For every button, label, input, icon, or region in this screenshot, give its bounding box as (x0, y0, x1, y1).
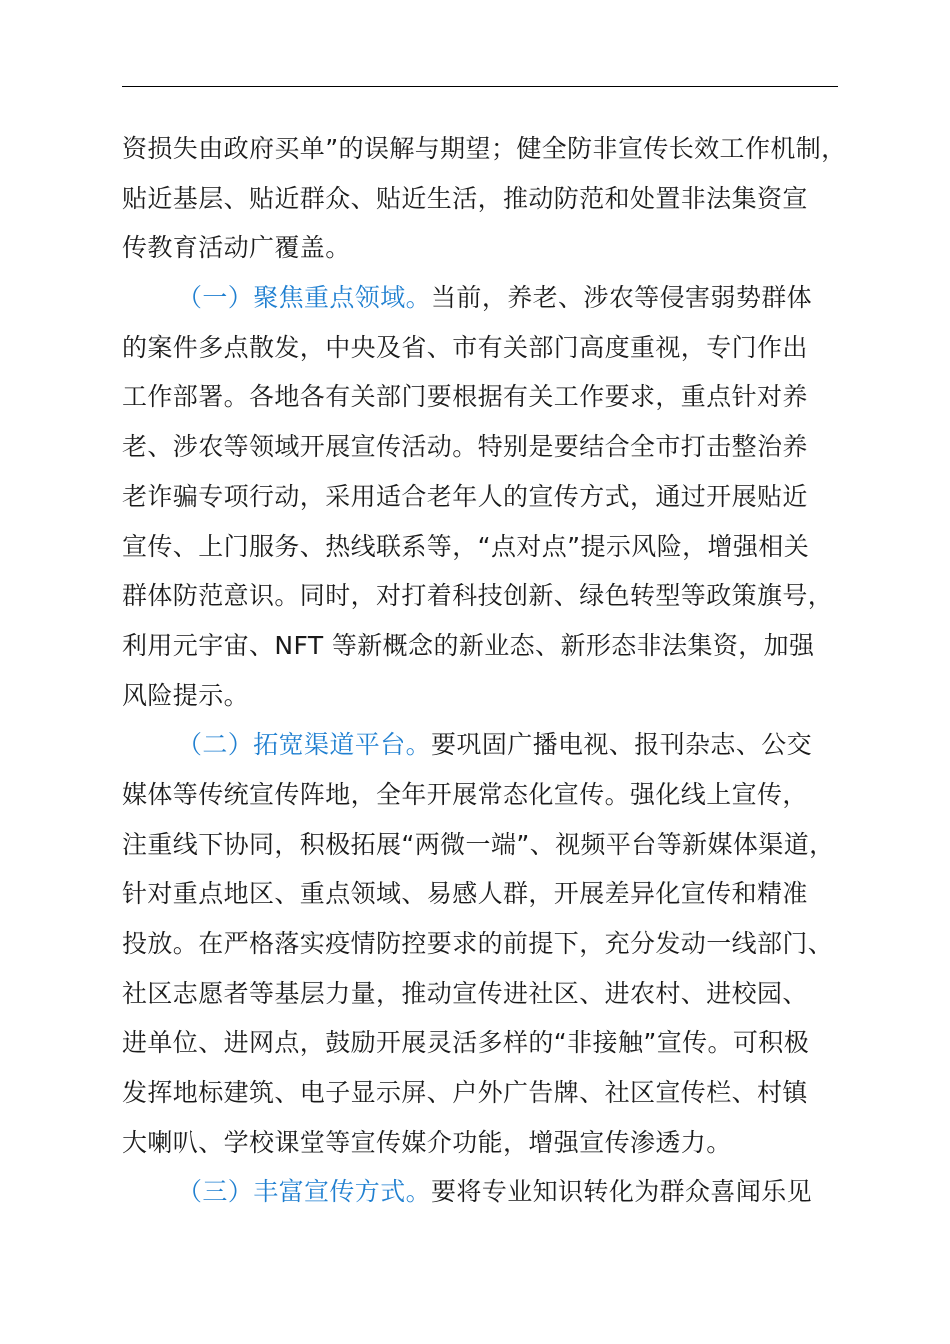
section-3-heading: （三）丰富宣传方式。 (177, 1177, 432, 1207)
body-line: 投放。在严格落实疫情防控要求的前提下，充分发动一线部门、 (122, 929, 834, 958)
section-2-first-line (122, 720, 862, 770)
body-line: 老诈骗专项行动，采用适合老年人的宣传方式，通过开展贴近 (122, 481, 808, 511)
body-line: 利用元宇宙、NFT 等新概念的新业态、新形态非法集资，加强 (122, 630, 815, 660)
body-line: 注重线下协同，积极拓展“两微一端”、视频平台等新媒体渠道， (122, 829, 835, 859)
body-line: 传教育活动广覆盖。 (122, 233, 351, 263)
body-line: 的案件多点散发，中央及省、市有关部门高度重视，专门作出 (122, 332, 808, 362)
section-1-first-line (122, 273, 862, 323)
body-line: 宣传、上门服务、热线联系等，“点对点”提示风险，增强相关 (122, 531, 810, 561)
body-line: 群体防范意识。同时，对打着科技创新、绿色转型等政策旗号， (122, 581, 834, 611)
body-line: 大喇叭、学校课堂等宣传媒介功能，增强宣传渗透力。 (122, 1127, 732, 1157)
body-line: 发挥地标建筑、电子显示屏、户外广告牌、社区宣传栏、村镇 (122, 1078, 808, 1108)
body-line: 风险提示。 (122, 680, 250, 710)
header-rule (122, 86, 838, 87)
body-line: 进单位、进网点，鼓励开展灵活多样的“非接触”宣传。可积极 (122, 1028, 810, 1058)
section-3-lead-text: 要将专业知识转化为群众喜闻乐见 (431, 1177, 813, 1207)
body-line: 社区志愿者等基层力量，推动宣传进社区、进农村、进校园、 (122, 978, 808, 1008)
section-2-lead-text: 要巩固广播电视、报刊杂志、公交 (431, 730, 813, 760)
section-1-heading: （一）聚焦重点领域。 (177, 283, 432, 313)
body-line: 贴近基层、贴近群众、贴近生活，推动防范和处置非法集资宣 (122, 183, 808, 213)
section-1-lead-text: 当前，养老、涉农等侵害弱势群体 (431, 283, 813, 313)
body-line: 针对重点地区、重点领域、易感人群，开展差异化宣传和精准 (122, 879, 808, 909)
body-line: 资损失由政府买单”的误解与期望；健全防非宣传长效工作机制， (122, 134, 847, 163)
body-line: 老、涉农等领域开展宣传活动。特别是要结合全市打击整治养 (122, 432, 808, 462)
body-line: 工作部署。各地各有关部门要根据有关工作要求，重点针对养 (122, 382, 808, 412)
document-body (122, 124, 862, 1217)
body-line: 媒体等传统宣传阵地，全年开展常态化宣传。强化线上宣传， (122, 779, 808, 809)
section-2-heading: （二）拓宽渠道平台。 (177, 730, 432, 760)
section-3-first-line (122, 1167, 862, 1217)
